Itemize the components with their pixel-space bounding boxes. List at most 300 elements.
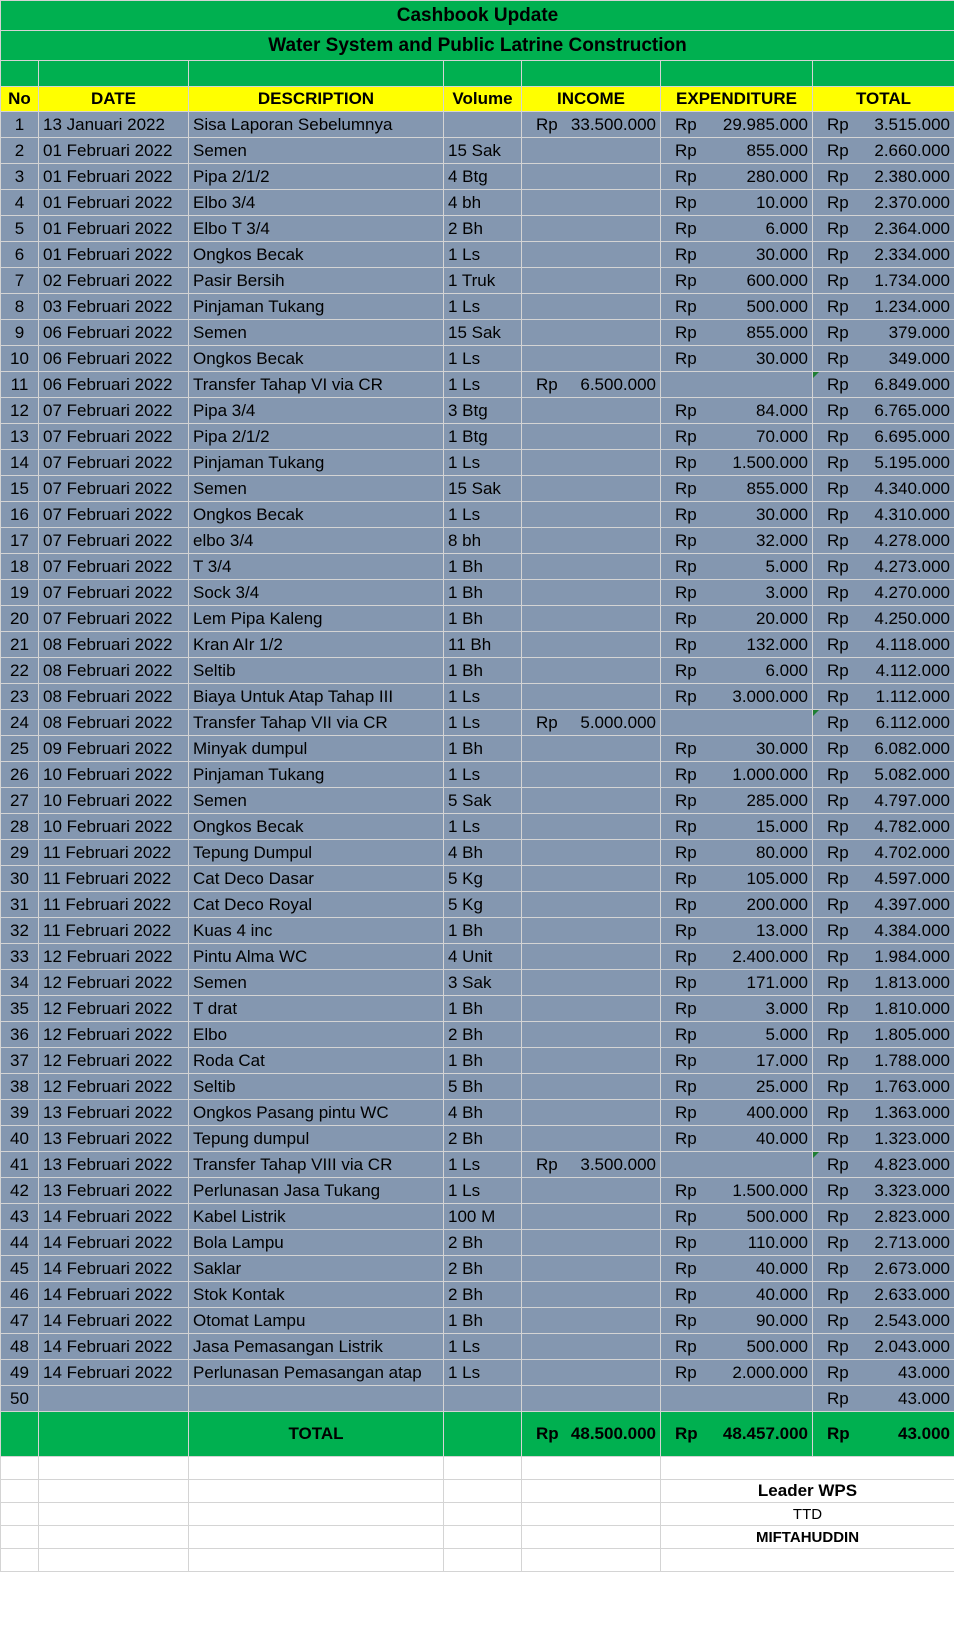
row-description[interactable]: Saklar xyxy=(189,1256,444,1282)
cell[interactable] xyxy=(444,61,522,87)
row-income[interactable] xyxy=(522,294,661,320)
header-description[interactable]: DESCRIPTION xyxy=(189,87,444,112)
row-total[interactable] xyxy=(813,710,954,736)
row-no[interactable]: 48 xyxy=(1,1334,39,1360)
row-no[interactable]: 2 xyxy=(1,138,39,164)
row-date[interactable]: 10 Februari 2022 xyxy=(39,762,189,788)
row-total[interactable] xyxy=(813,736,954,762)
row-date[interactable]: 12 Februari 2022 xyxy=(39,1022,189,1048)
row-no[interactable]: 9 xyxy=(1,320,39,346)
cell[interactable] xyxy=(1,1526,39,1549)
row-no[interactable]: 4 xyxy=(1,190,39,216)
row-date[interactable]: 07 Februari 2022 xyxy=(39,502,189,528)
row-expenditure[interactable] xyxy=(661,970,813,996)
row-total[interactable] xyxy=(813,1074,954,1100)
row-expenditure[interactable] xyxy=(661,112,813,138)
row-income[interactable] xyxy=(522,1100,661,1126)
row-expenditure[interactable] xyxy=(661,164,813,190)
row-no[interactable]: 50 xyxy=(1,1386,39,1412)
row-income[interactable] xyxy=(522,1204,661,1230)
row-income[interactable] xyxy=(522,528,661,554)
row-expenditure[interactable] xyxy=(661,840,813,866)
row-date[interactable]: 12 Februari 2022 xyxy=(39,944,189,970)
row-date[interactable]: 14 Februari 2022 xyxy=(39,1308,189,1334)
row-volume[interactable]: 1 Ls xyxy=(444,1360,522,1386)
row-total[interactable] xyxy=(813,892,954,918)
signature-name[interactable]: MIFTAHUDDIN xyxy=(661,1526,954,1549)
row-income[interactable] xyxy=(522,996,661,1022)
cell[interactable] xyxy=(1,61,39,87)
row-description[interactable]: Cat Deco Dasar xyxy=(189,866,444,892)
row-description[interactable]: Stok Kontak xyxy=(189,1282,444,1308)
row-volume[interactable]: 1 Ls xyxy=(444,1334,522,1360)
row-total[interactable] xyxy=(813,138,954,164)
row-date[interactable]: 11 Februari 2022 xyxy=(39,866,189,892)
row-no[interactable]: 15 xyxy=(1,476,39,502)
row-expenditure[interactable] xyxy=(661,476,813,502)
row-volume[interactable]: 100 M xyxy=(444,1204,522,1230)
row-volume[interactable]: 4 Unit xyxy=(444,944,522,970)
row-volume[interactable]: 5 Bh xyxy=(444,1074,522,1100)
row-volume[interactable]: 4 bh xyxy=(444,190,522,216)
row-income[interactable] xyxy=(522,736,661,762)
row-no[interactable]: 26 xyxy=(1,762,39,788)
row-income[interactable] xyxy=(522,1178,661,1204)
row-volume[interactable]: 1 Ls xyxy=(444,1152,522,1178)
row-expenditure[interactable] xyxy=(661,450,813,476)
row-income[interactable] xyxy=(522,762,661,788)
cell[interactable] xyxy=(39,1457,189,1480)
row-income[interactable] xyxy=(522,320,661,346)
row-description[interactable]: Pinjaman Tukang xyxy=(189,294,444,320)
row-expenditure[interactable] xyxy=(661,320,813,346)
row-volume[interactable]: 2 Bh xyxy=(444,1126,522,1152)
row-date[interactable]: 01 Februari 2022 xyxy=(39,164,189,190)
cell[interactable] xyxy=(661,61,813,87)
row-description[interactable]: Semen xyxy=(189,476,444,502)
cell[interactable] xyxy=(444,1412,522,1457)
row-no[interactable]: 11 xyxy=(1,372,39,398)
row-no[interactable]: 8 xyxy=(1,294,39,320)
row-volume[interactable]: 1 Ls xyxy=(444,1178,522,1204)
row-expenditure[interactable] xyxy=(661,1204,813,1230)
totals-income[interactable] xyxy=(522,1412,661,1457)
row-income[interactable] xyxy=(522,554,661,580)
row-description[interactable]: Elbo xyxy=(189,1022,444,1048)
row-income[interactable] xyxy=(522,424,661,450)
row-expenditure[interactable] xyxy=(661,1100,813,1126)
row-total[interactable] xyxy=(813,1308,954,1334)
row-expenditure[interactable] xyxy=(661,632,813,658)
row-volume[interactable]: 2 Bh xyxy=(444,1022,522,1048)
cell[interactable] xyxy=(1,1549,39,1572)
row-expenditure[interactable] xyxy=(661,554,813,580)
row-volume[interactable]: 8 bh xyxy=(444,528,522,554)
row-date[interactable]: 09 Februari 2022 xyxy=(39,736,189,762)
row-date[interactable]: 13 Februari 2022 xyxy=(39,1126,189,1152)
row-no[interactable]: 38 xyxy=(1,1074,39,1100)
totals-label[interactable]: TOTAL xyxy=(189,1412,444,1457)
row-date[interactable]: 12 Februari 2022 xyxy=(39,1074,189,1100)
totals-total[interactable] xyxy=(813,1412,954,1457)
cell[interactable] xyxy=(39,1549,189,1572)
row-description[interactable]: Semen xyxy=(189,138,444,164)
row-description[interactable]: Semen xyxy=(189,788,444,814)
row-no[interactable]: 17 xyxy=(1,528,39,554)
row-description[interactable] xyxy=(189,1386,444,1412)
row-total[interactable] xyxy=(813,398,954,424)
row-volume[interactable]: 2 Bh xyxy=(444,216,522,242)
row-expenditure[interactable] xyxy=(661,346,813,372)
row-volume[interactable]: 4 Bh xyxy=(444,840,522,866)
row-income[interactable] xyxy=(522,450,661,476)
row-total[interactable] xyxy=(813,190,954,216)
row-description[interactable]: Transfer Tahap VII via CR xyxy=(189,710,444,736)
row-date[interactable]: 14 Februari 2022 xyxy=(39,1204,189,1230)
row-description[interactable]: Elbo 3/4 xyxy=(189,190,444,216)
row-income[interactable] xyxy=(522,918,661,944)
row-volume[interactable]: 15 Sak xyxy=(444,476,522,502)
row-date[interactable]: 03 Februari 2022 xyxy=(39,294,189,320)
row-description[interactable]: Lem Pipa Kaleng xyxy=(189,606,444,632)
row-volume[interactable]: 1 Bh xyxy=(444,606,522,632)
row-date[interactable]: 11 Februari 2022 xyxy=(39,918,189,944)
row-income[interactable] xyxy=(522,1074,661,1100)
row-income[interactable] xyxy=(522,502,661,528)
row-income[interactable] xyxy=(522,840,661,866)
row-date[interactable]: 12 Februari 2022 xyxy=(39,996,189,1022)
row-description[interactable]: Semen xyxy=(189,320,444,346)
row-expenditure[interactable] xyxy=(661,372,813,398)
row-total[interactable] xyxy=(813,684,954,710)
row-description[interactable]: Seltib xyxy=(189,658,444,684)
row-total[interactable] xyxy=(813,1386,954,1412)
row-total[interactable] xyxy=(813,944,954,970)
row-total[interactable] xyxy=(813,450,954,476)
row-volume[interactable]: 4 Bh xyxy=(444,1100,522,1126)
row-no[interactable]: 14 xyxy=(1,450,39,476)
row-volume[interactable]: 1 Bh xyxy=(444,554,522,580)
row-volume[interactable]: 4 Btg xyxy=(444,164,522,190)
row-description[interactable]: Sisa Laporan Sebelumnya xyxy=(189,112,444,138)
row-expenditure[interactable] xyxy=(661,658,813,684)
row-income[interactable] xyxy=(522,788,661,814)
row-description[interactable]: Transfer Tahap VIII via CR xyxy=(189,1152,444,1178)
row-date[interactable]: 08 Februari 2022 xyxy=(39,684,189,710)
row-description[interactable]: Kran AIr 1/2 xyxy=(189,632,444,658)
row-income[interactable] xyxy=(522,346,661,372)
row-income[interactable] xyxy=(522,372,661,398)
row-no[interactable]: 39 xyxy=(1,1100,39,1126)
row-description[interactable]: T 3/4 xyxy=(189,554,444,580)
row-total[interactable] xyxy=(813,554,954,580)
row-date[interactable]: 07 Februari 2022 xyxy=(39,528,189,554)
row-volume[interactable]: 15 Sak xyxy=(444,320,522,346)
row-income[interactable] xyxy=(522,1256,661,1282)
row-date[interactable]: 02 Februari 2022 xyxy=(39,268,189,294)
cell[interactable] xyxy=(189,1549,444,1572)
row-date[interactable]: 13 Februari 2022 xyxy=(39,1152,189,1178)
row-volume[interactable]: 1 Ls xyxy=(444,762,522,788)
row-description[interactable]: Cat Deco Royal xyxy=(189,892,444,918)
row-total[interactable] xyxy=(813,788,954,814)
row-total[interactable] xyxy=(813,476,954,502)
row-description[interactable]: Pinjaman Tukang xyxy=(189,762,444,788)
row-volume[interactable]: 2 Bh xyxy=(444,1230,522,1256)
row-no[interactable]: 28 xyxy=(1,814,39,840)
row-total[interactable] xyxy=(813,424,954,450)
row-no[interactable]: 19 xyxy=(1,580,39,606)
header-no[interactable]: No xyxy=(1,87,39,112)
row-expenditure[interactable] xyxy=(661,606,813,632)
row-date[interactable]: 07 Februari 2022 xyxy=(39,554,189,580)
row-description[interactable]: Pasir Bersih xyxy=(189,268,444,294)
row-expenditure[interactable] xyxy=(661,294,813,320)
row-total[interactable] xyxy=(813,1282,954,1308)
row-no[interactable]: 13 xyxy=(1,424,39,450)
row-expenditure[interactable] xyxy=(661,216,813,242)
row-date[interactable]: 13 Februari 2022 xyxy=(39,1100,189,1126)
row-volume[interactable]: 3 Sak xyxy=(444,970,522,996)
row-no[interactable]: 21 xyxy=(1,632,39,658)
row-description[interactable]: Tepung dumpul xyxy=(189,1126,444,1152)
row-date[interactable]: 14 Februari 2022 xyxy=(39,1256,189,1282)
row-income[interactable] xyxy=(522,242,661,268)
row-description[interactable]: Pipa 3/4 xyxy=(189,398,444,424)
row-no[interactable]: 49 xyxy=(1,1360,39,1386)
row-volume[interactable]: 2 Bh xyxy=(444,1256,522,1282)
cell[interactable] xyxy=(1,1480,39,1503)
row-expenditure[interactable] xyxy=(661,736,813,762)
header-volume[interactable]: Volume xyxy=(444,87,522,112)
row-income[interactable] xyxy=(522,684,661,710)
row-volume[interactable] xyxy=(444,1386,522,1412)
row-description[interactable]: Ongkos Becak xyxy=(189,814,444,840)
row-description[interactable]: Ongkos Becak xyxy=(189,346,444,372)
row-expenditure[interactable] xyxy=(661,1126,813,1152)
row-date[interactable]: 14 Februari 2022 xyxy=(39,1334,189,1360)
cell[interactable] xyxy=(522,1457,661,1480)
row-description[interactable]: Pipa 2/1/2 xyxy=(189,424,444,450)
row-date[interactable]: 11 Februari 2022 xyxy=(39,840,189,866)
row-no[interactable]: 30 xyxy=(1,866,39,892)
row-expenditure[interactable] xyxy=(661,1152,813,1178)
row-total[interactable] xyxy=(813,1022,954,1048)
row-no[interactable]: 33 xyxy=(1,944,39,970)
row-expenditure[interactable] xyxy=(661,1386,813,1412)
cell[interactable] xyxy=(522,1480,661,1503)
row-expenditure[interactable] xyxy=(661,424,813,450)
cell[interactable] xyxy=(522,61,661,87)
row-total[interactable] xyxy=(813,1360,954,1386)
row-income[interactable] xyxy=(522,710,661,736)
cell[interactable] xyxy=(189,1526,444,1549)
row-income[interactable] xyxy=(522,1152,661,1178)
row-expenditure[interactable] xyxy=(661,762,813,788)
cell[interactable] xyxy=(1,1503,39,1526)
row-expenditure[interactable] xyxy=(661,788,813,814)
row-expenditure[interactable] xyxy=(661,1022,813,1048)
row-expenditure[interactable] xyxy=(661,502,813,528)
signature-role[interactable]: Leader WPS xyxy=(661,1480,954,1503)
row-income[interactable] xyxy=(522,268,661,294)
row-expenditure[interactable] xyxy=(661,866,813,892)
row-description[interactable]: Kuas 4 inc xyxy=(189,918,444,944)
row-date[interactable] xyxy=(39,1386,189,1412)
row-volume[interactable]: 1 Ls xyxy=(444,684,522,710)
row-income[interactable] xyxy=(522,944,661,970)
row-date[interactable]: 12 Februari 2022 xyxy=(39,970,189,996)
cell[interactable] xyxy=(39,1480,189,1503)
row-volume[interactable]: 1 Ls xyxy=(444,502,522,528)
row-total[interactable] xyxy=(813,762,954,788)
row-total[interactable] xyxy=(813,580,954,606)
row-description[interactable]: Elbo T 3/4 xyxy=(189,216,444,242)
row-description[interactable]: Ongkos Pasang pintu WC xyxy=(189,1100,444,1126)
row-no[interactable]: 42 xyxy=(1,1178,39,1204)
row-no[interactable]: 3 xyxy=(1,164,39,190)
row-income[interactable] xyxy=(522,1022,661,1048)
cell[interactable] xyxy=(189,1457,444,1480)
row-total[interactable] xyxy=(813,1178,954,1204)
row-total[interactable] xyxy=(813,1152,954,1178)
row-total[interactable] xyxy=(813,268,954,294)
cell[interactable] xyxy=(813,61,954,87)
row-description[interactable]: Biaya Untuk Atap Tahap III xyxy=(189,684,444,710)
row-date[interactable]: 01 Februari 2022 xyxy=(39,216,189,242)
row-volume[interactable]: 1 Bh xyxy=(444,918,522,944)
row-volume[interactable]: 1 Bh xyxy=(444,996,522,1022)
row-date[interactable]: 01 Februari 2022 xyxy=(39,190,189,216)
row-no[interactable]: 32 xyxy=(1,918,39,944)
row-no[interactable]: 46 xyxy=(1,1282,39,1308)
row-description[interactable]: Perlunasan Pemasangan atap xyxy=(189,1360,444,1386)
row-income[interactable] xyxy=(522,632,661,658)
row-date[interactable]: 07 Februari 2022 xyxy=(39,398,189,424)
row-total[interactable] xyxy=(813,606,954,632)
cell[interactable] xyxy=(444,1526,522,1549)
row-no[interactable]: 7 xyxy=(1,268,39,294)
signature-ttd[interactable]: TTD xyxy=(661,1503,954,1526)
cell[interactable] xyxy=(444,1457,522,1480)
row-no[interactable]: 12 xyxy=(1,398,39,424)
row-volume[interactable]: 1 Ls xyxy=(444,450,522,476)
row-description[interactable]: Otomat Lampu xyxy=(189,1308,444,1334)
row-volume[interactable]: 1 Bh xyxy=(444,1308,522,1334)
row-volume[interactable]: 11 Bh xyxy=(444,632,522,658)
cell[interactable] xyxy=(444,1503,522,1526)
row-volume[interactable]: 1 Ls xyxy=(444,242,522,268)
row-description[interactable]: Kabel Listrik xyxy=(189,1204,444,1230)
row-date[interactable]: 01 Februari 2022 xyxy=(39,242,189,268)
row-no[interactable]: 36 xyxy=(1,1022,39,1048)
row-expenditure[interactable] xyxy=(661,684,813,710)
row-description[interactable]: Pipa 2/1/2 xyxy=(189,164,444,190)
row-volume[interactable]: 15 Sak xyxy=(444,138,522,164)
row-total[interactable] xyxy=(813,320,954,346)
row-income[interactable] xyxy=(522,1048,661,1074)
row-total[interactable] xyxy=(813,112,954,138)
row-income[interactable] xyxy=(522,164,661,190)
cell[interactable] xyxy=(661,1457,954,1480)
row-expenditure[interactable] xyxy=(661,944,813,970)
row-description[interactable]: T drat xyxy=(189,996,444,1022)
row-total[interactable] xyxy=(813,1230,954,1256)
row-no[interactable]: 24 xyxy=(1,710,39,736)
row-volume[interactable]: 1 Ls xyxy=(444,372,522,398)
row-no[interactable]: 37 xyxy=(1,1048,39,1074)
row-no[interactable]: 31 xyxy=(1,892,39,918)
row-expenditure[interactable] xyxy=(661,528,813,554)
row-description[interactable]: Jasa Pemasangan Listrik xyxy=(189,1334,444,1360)
row-total[interactable] xyxy=(813,970,954,996)
cell[interactable] xyxy=(522,1526,661,1549)
row-no[interactable]: 25 xyxy=(1,736,39,762)
totals-expenditure[interactable] xyxy=(661,1412,813,1457)
row-income[interactable] xyxy=(522,216,661,242)
row-total[interactable] xyxy=(813,1256,954,1282)
row-expenditure[interactable] xyxy=(661,242,813,268)
row-income[interactable] xyxy=(522,814,661,840)
row-description[interactable]: Roda Cat xyxy=(189,1048,444,1074)
row-no[interactable]: 35 xyxy=(1,996,39,1022)
row-no[interactable]: 20 xyxy=(1,606,39,632)
row-expenditure[interactable] xyxy=(661,1308,813,1334)
header-income[interactable]: INCOME xyxy=(522,87,661,112)
row-description[interactable]: Minyak dumpul xyxy=(189,736,444,762)
cell[interactable] xyxy=(39,1412,189,1457)
row-income[interactable] xyxy=(522,970,661,996)
row-expenditure[interactable] xyxy=(661,190,813,216)
row-date[interactable]: 11 Februari 2022 xyxy=(39,892,189,918)
cell[interactable] xyxy=(39,61,189,87)
row-description[interactable]: Seltib xyxy=(189,1074,444,1100)
row-no[interactable]: 29 xyxy=(1,840,39,866)
row-date[interactable]: 14 Februari 2022 xyxy=(39,1282,189,1308)
row-no[interactable]: 45 xyxy=(1,1256,39,1282)
row-no[interactable]: 40 xyxy=(1,1126,39,1152)
row-description[interactable]: Bola Lampu xyxy=(189,1230,444,1256)
row-total[interactable] xyxy=(813,814,954,840)
row-description[interactable]: Sock 3/4 xyxy=(189,580,444,606)
row-no[interactable]: 23 xyxy=(1,684,39,710)
row-income[interactable] xyxy=(522,476,661,502)
row-no[interactable]: 6 xyxy=(1,242,39,268)
row-date[interactable]: 08 Februari 2022 xyxy=(39,632,189,658)
row-expenditure[interactable] xyxy=(661,580,813,606)
row-total[interactable] xyxy=(813,346,954,372)
row-no[interactable]: 22 xyxy=(1,658,39,684)
row-expenditure[interactable] xyxy=(661,1282,813,1308)
row-income[interactable] xyxy=(522,606,661,632)
row-no[interactable]: 41 xyxy=(1,1152,39,1178)
row-volume[interactable]: 1 Bh xyxy=(444,1048,522,1074)
row-volume[interactable]: 3 Btg xyxy=(444,398,522,424)
row-volume[interactable]: 5 Kg xyxy=(444,892,522,918)
row-volume[interactable]: 1 Bh xyxy=(444,736,522,762)
row-income[interactable] xyxy=(522,1126,661,1152)
row-description[interactable]: Ongkos Becak xyxy=(189,502,444,528)
row-total[interactable] xyxy=(813,632,954,658)
cell[interactable] xyxy=(661,1549,954,1572)
row-date[interactable]: 12 Februari 2022 xyxy=(39,1048,189,1074)
row-volume[interactable]: 1 Ls xyxy=(444,814,522,840)
row-total[interactable] xyxy=(813,1126,954,1152)
header-total[interactable]: TOTAL xyxy=(813,87,954,112)
row-income[interactable] xyxy=(522,1282,661,1308)
row-volume[interactable]: 1 Ls xyxy=(444,710,522,736)
row-no[interactable]: 34 xyxy=(1,970,39,996)
